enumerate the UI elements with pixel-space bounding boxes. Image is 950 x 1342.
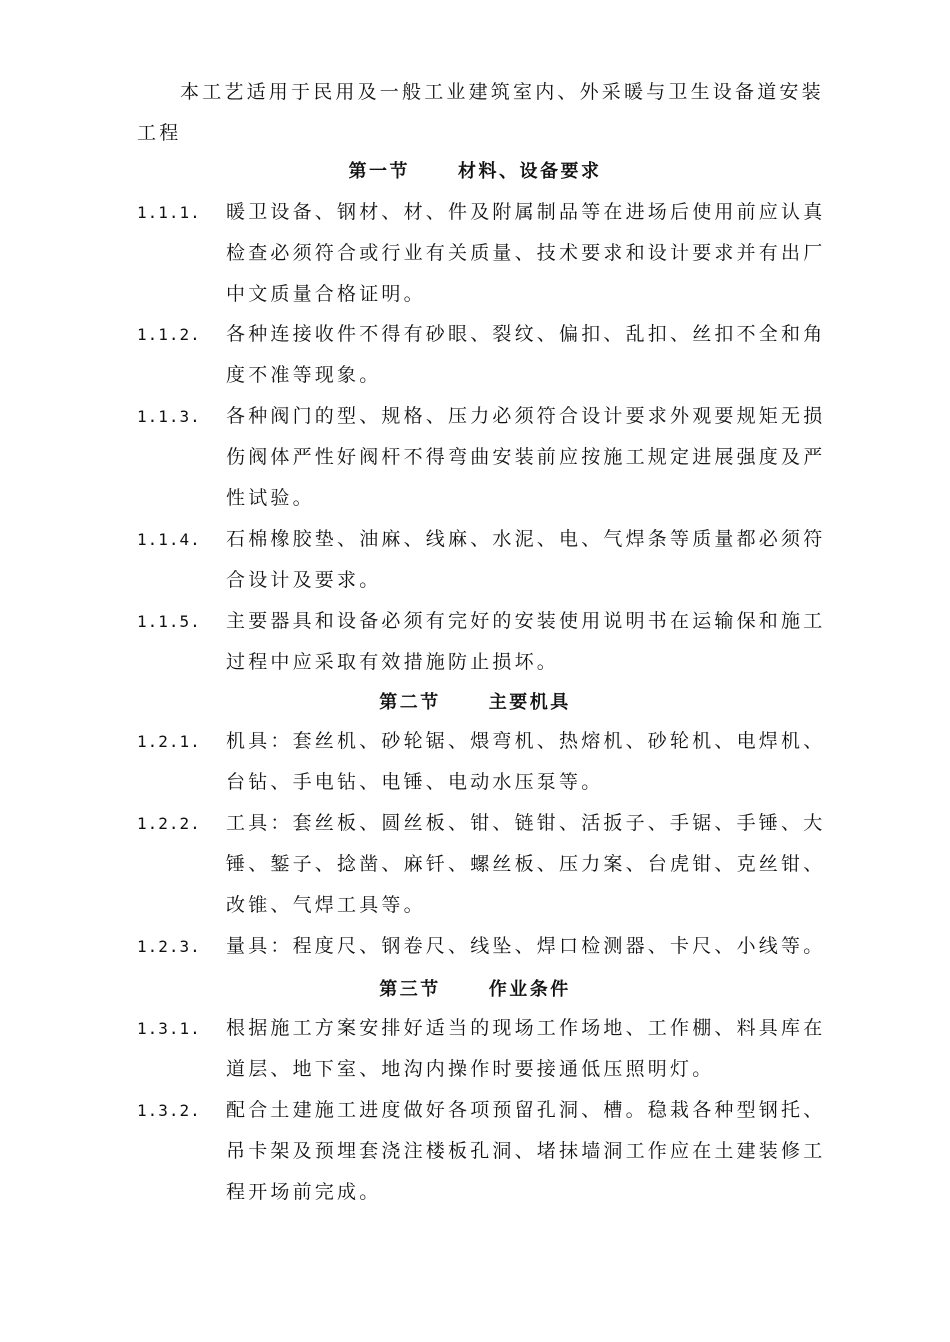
clause-number: 1.2.3. (137, 937, 201, 956)
clause-text: 根据施工方案安排好适当的现场工作场地、工作棚、料具库在道层、地下室、地沟内操作时要接通低压照明灯。 (226, 1017, 826, 1080)
clause-number: 1.3.2. (137, 1101, 201, 1120)
section-title: 作业条件 (488, 979, 571, 1000)
clause-number: 1.1.2. (137, 325, 201, 344)
section-heading-1 (0, 158, 950, 186)
clause-number: 1.2.1. (137, 732, 201, 751)
clause-number: 1.1.5. (137, 612, 201, 631)
clause-text: 各种连接收件不得有砂眼、裂纹、偏扣、乱扣、丝扣不全和角度不准等现象。 (226, 323, 826, 386)
clause-text: 配合土建施工进度做好各项预留孔洞、槽。稳栽各种型钢托、吊卡架及预埋套浇注楼板孔洞、堵抹墙洞工作应在土建装修工程开场前完成。 (226, 1099, 826, 1203)
section-heading-3 (0, 976, 950, 1004)
clause-text: 量具：程度尺、钢卷尺、线坠、焊口检测器、卡尺、小线等。 (226, 935, 826, 957)
section-title: 材料、设备要求 (458, 161, 602, 182)
clause-number: 1.1.1. (137, 203, 201, 222)
section-number: 第一节 (348, 161, 410, 182)
clause-number: 1.2.2. (137, 814, 201, 833)
clause-text: 工具：套丝板、圆丝板、钳、链钳、活扳子、手锯、手锤、大锤、錾子、捻凿、麻钎、螺丝板、压力案、台虎钳、克丝钳、改锥、气焊工具等。 (226, 812, 826, 916)
clause-text: 各种阀门的型、规格、压力必须符合设计要求外观要规矩无损伤阀体严性好阀杆不得弯曲安装前应按施工规定进展强度及严性试验。 (226, 405, 826, 509)
clause-text: 暖卫设备、钢材、材、件及附属制品等在进场后使用前应认真检查必须符合或行业有关质量、技术要求和设计要求并有出厂中文质量合格证明。 (226, 201, 826, 305)
intro-paragraph: 本工艺适用于民用及一般工业建筑室内、外采暖与卫生设备道安装工程 (137, 81, 824, 144)
clause-text: 主要器具和设备必须有完好的安装使用说明书在运输保和施工过程中应采取有效措施防止损坏。 (226, 610, 826, 673)
clause-number: 1.1.3. (137, 407, 201, 426)
section-number: 第二节 (379, 692, 441, 713)
clause-number: 1.3.1. (137, 1019, 201, 1038)
clause-text: 石棉橡胶垫、油麻、线麻、水泥、电、气焊条等质量都必须符合设计及要求。 (226, 528, 826, 591)
clause-text: 机具：套丝机、砂轮锯、煨弯机、热熔机、砂轮机、电焊机、台钻、手电钻、电锤、电动水压泵等。 (226, 730, 826, 793)
clause-number: 1.1.4. (137, 530, 201, 549)
section-heading-2 (0, 689, 950, 717)
section-title: 主要机具 (488, 692, 571, 713)
section-number: 第三节 (379, 979, 441, 1000)
